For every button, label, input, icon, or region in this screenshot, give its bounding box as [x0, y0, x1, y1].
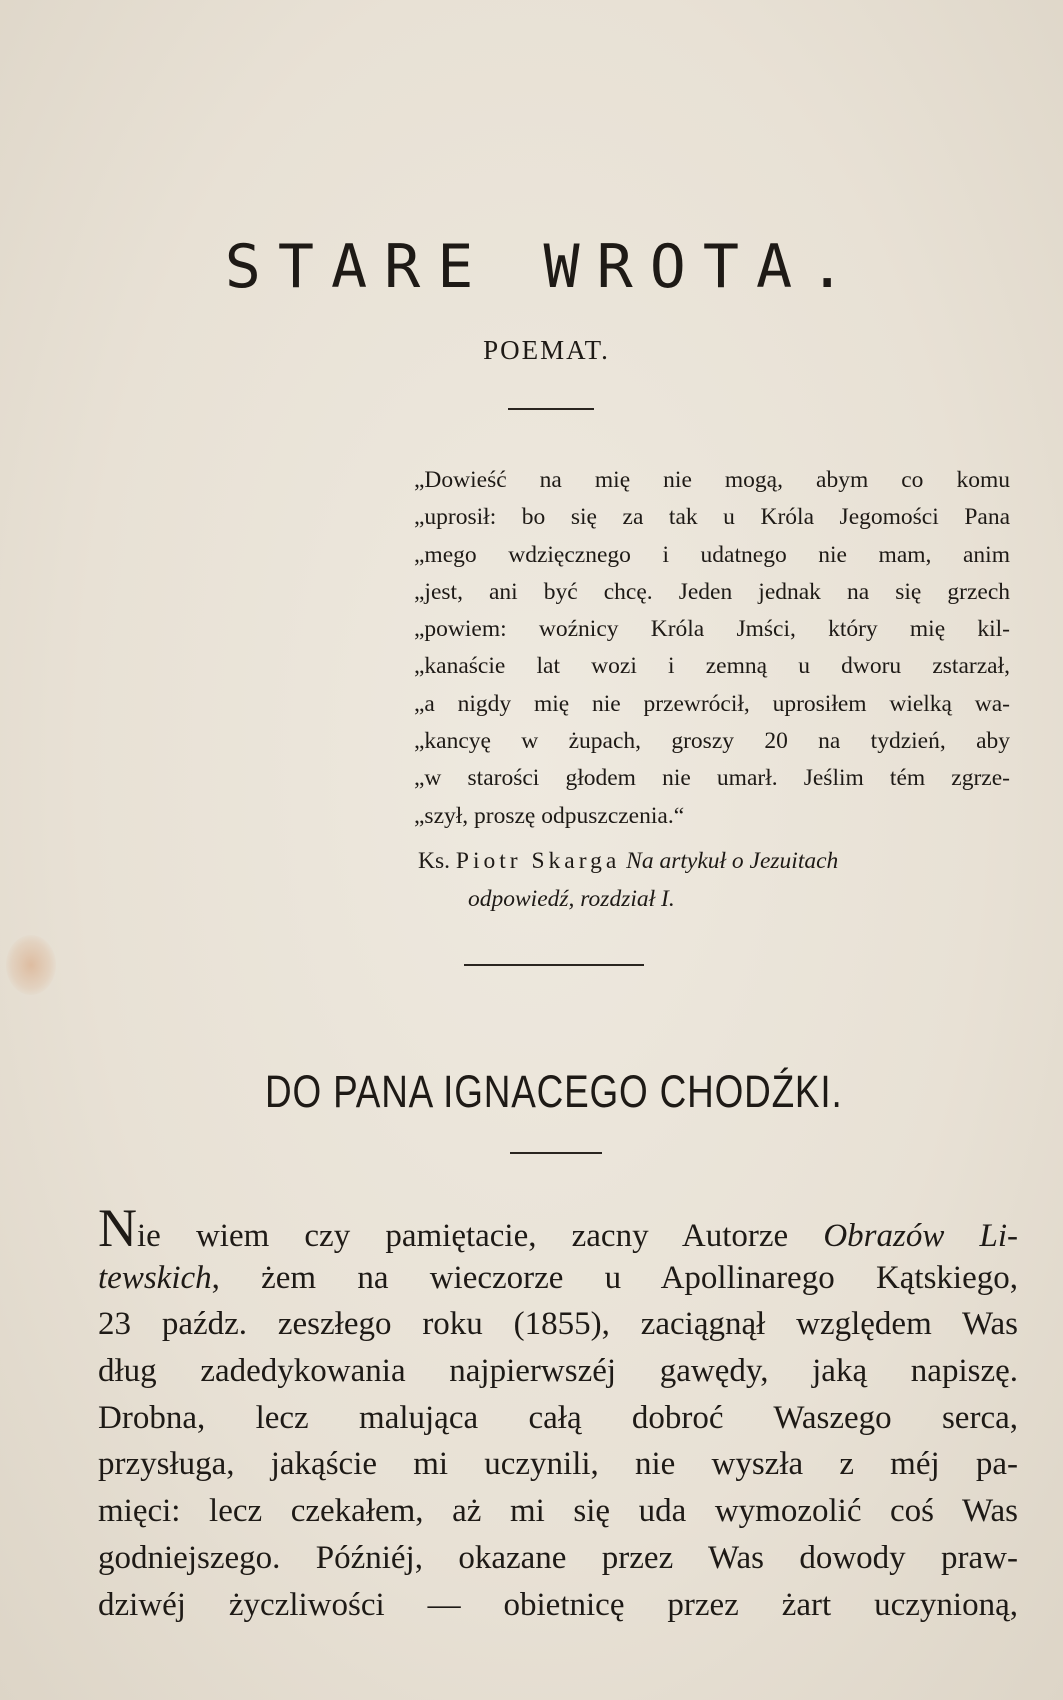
epigraph-line: „a nigdy mię nie przewrócił, uprosiłem wielką wa- — [414, 690, 1010, 717]
epigraph-line: „jest, ani być chcę. Jeden jednak na się grzech — [414, 578, 1010, 605]
divider-rule-middle — [464, 964, 644, 966]
paper-stain — [6, 935, 56, 995]
epigraph-line: „kanaście lat wozi i zemną u dworu zstarzał, — [414, 653, 1010, 680]
body-line: Nie wiem czy pamiętacie, zacny Autorze Obrazów Li- — [98, 1198, 1018, 1258]
epigraph-line: „uprosił: bo się za tak u Króla Jegomości Pana — [414, 504, 1010, 531]
epigraph-line: „powiem: woźnicy Króla Jmści, który mię kil- — [414, 616, 1010, 643]
body-line: 23 paźdz. zeszłego roku (1855), zaciągnął względem Was — [98, 1306, 1018, 1343]
epigraph-line: „mego wdzięcznego i udatnego nie mam, anim — [414, 541, 1010, 568]
body-line: godniejszego. Późniéj, okazane przez Was dowody praw- — [98, 1539, 1018, 1576]
body-text — [98, 1198, 1018, 1628]
divider-rule-bottom — [510, 1152, 602, 1154]
attribution-work-continued: odpowiedź, rozdział I. — [468, 886, 675, 912]
drop-cap: N — [98, 1198, 137, 1258]
body-line: przysługa, jakąście mi uczynili, nie wyszła z méj pa- — [98, 1446, 1018, 1483]
poem-subtitle: POEMAT. — [483, 335, 610, 365]
attribution-author: Piotr Skarga — [455, 848, 621, 874]
epigraph — [414, 462, 1010, 835]
attribution-work: Na artykuł o Jezuitach — [626, 848, 839, 874]
epigraph-attribution — [414, 842, 1010, 918]
body-line: dług zadedykowania najpierwszéj gawędy, jaką napiszę. — [98, 1353, 1018, 1390]
epigraph-line: „szył, proszę odpuszczenia.“ — [414, 802, 685, 829]
italic-title: Obrazów Li- — [823, 1218, 1018, 1254]
body-line: Drobna, lecz malująca całą dobroć Waszego serca, — [98, 1399, 1018, 1436]
poem-title: STARE WROTA. — [224, 232, 863, 302]
dedication-heading: DO PANA IGNACEGO CHODŹKI. — [265, 1066, 843, 1117]
body-line: tewskich, żem na wieczorze u Apollinarego Kątskiego, — [98, 1259, 1018, 1296]
attribution-prefix: Ks. — [418, 848, 450, 874]
italic-title: tewskich — [98, 1259, 212, 1296]
body-line: dziwéj życzliwości — obietnicę przez żart uczynioną, — [98, 1586, 1018, 1623]
attribution-line — [414, 842, 1010, 880]
epigraph-line: „w starości głodem nie umarł. Jeślim tém zgrze- — [414, 765, 1010, 792]
epigraph-line: „Dowieść na mię nie mogą, abym co komu — [414, 467, 1010, 493]
body-line: mięci: lecz czekałem, aż mi się uda wymozolić coś Was — [98, 1493, 1018, 1530]
epigraph-line: „kancyę w żupach, groszy 20 na tydzień, aby — [414, 728, 1010, 755]
divider-rule-top — [508, 408, 594, 410]
